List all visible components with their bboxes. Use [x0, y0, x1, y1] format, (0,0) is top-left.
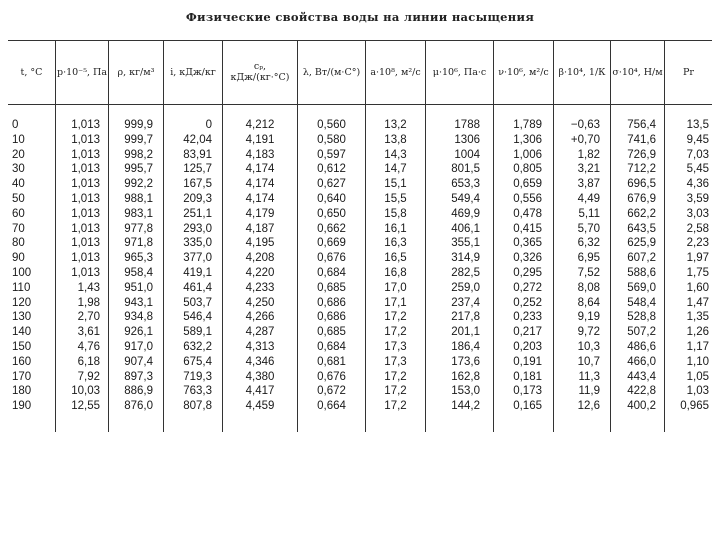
cell-lambda: 0,640 — [317, 192, 346, 205]
cell-mu: 153,0 — [451, 385, 480, 398]
header-beta: β·10⁴, 1/К — [558, 66, 606, 78]
cell-pr: 1,05 — [686, 370, 709, 383]
cell-rho: 934,8 — [124, 311, 153, 324]
cell-mu: 144,2 — [451, 400, 480, 413]
cell-t: 100 — [12, 266, 32, 279]
cell-p: 1,013 — [71, 192, 100, 205]
cell-sigma: 756,4 — [627, 119, 656, 131]
cell-p: 1,013 — [71, 237, 100, 250]
cell-lambda: 0,676 — [317, 252, 346, 265]
cell-a: 17,3 — [384, 355, 407, 368]
cell-pr: 3,03 — [686, 207, 709, 220]
cell-cp: 4,250 — [245, 296, 275, 309]
cell-p: 2,70 — [77, 311, 100, 324]
cell-rho: 983,1 — [124, 207, 153, 220]
cell-a: 14,7 — [384, 163, 407, 176]
cell-beta: 12,6 — [577, 400, 600, 413]
cell-sigma: 569,0 — [627, 281, 656, 294]
cell-cp: 4,313 — [245, 340, 275, 353]
cell-cp: 4,174 — [245, 178, 275, 191]
cell-nu: 0,556 — [513, 192, 542, 205]
cell-p: 10,03 — [71, 385, 100, 398]
cell-lambda: 0,662 — [317, 222, 346, 235]
cell-sigma: 625,9 — [627, 237, 656, 250]
header-pr: Pr — [683, 66, 694, 78]
cell-mu: 469,9 — [451, 207, 480, 220]
header-mu: μ·10⁶, Па·с — [432, 66, 487, 78]
cell-p: 1,43 — [77, 281, 100, 294]
cell-a: 16,3 — [384, 237, 407, 250]
cell-p: 1,98 — [77, 296, 100, 309]
cell-a: 14,3 — [384, 148, 407, 161]
cell-cp: 4,287 — [245, 326, 275, 339]
cell-cp: 4,220 — [245, 266, 275, 279]
cell-a: 17,3 — [384, 340, 407, 353]
cell-a: 17,2 — [384, 400, 407, 413]
cell-beta: 9,72 — [577, 326, 600, 339]
cell-a: 16,1 — [384, 222, 407, 235]
cell-t: 40 — [12, 178, 25, 191]
cell-cp: 4,346 — [245, 355, 275, 368]
cell-beta: 10,3 — [577, 340, 600, 353]
cell-a: 15,1 — [384, 178, 407, 191]
cell-nu: 0,233 — [513, 311, 542, 324]
cell-t: 160 — [12, 355, 32, 368]
cell-sigma: 643,5 — [627, 222, 656, 235]
cell-cp: 4,183 — [245, 148, 275, 161]
cell-pr: 1,60 — [686, 281, 709, 294]
cell-beta: 10,7 — [577, 355, 600, 368]
cell-p: 1,013 — [71, 163, 100, 176]
cell-t: 110 — [12, 281, 31, 294]
cell-p: 1,013 — [71, 148, 100, 161]
cell-i: 209,3 — [183, 192, 212, 205]
cell-beta: 8,64 — [577, 296, 600, 309]
cell-lambda: 0,676 — [317, 370, 346, 383]
cell-cp: 4,417 — [245, 385, 275, 398]
cell-nu: 0,173 — [513, 385, 542, 398]
cell-i: 719,3 — [183, 370, 212, 383]
cell-pr: 0,965 — [680, 400, 709, 413]
cell-cp: 4,179 — [245, 207, 275, 220]
cell-beta: 5,11 — [578, 207, 600, 220]
cell-pr: 7,03 — [686, 148, 709, 161]
cell-sigma: 588,6 — [627, 266, 656, 279]
cell-cp: 4,174 — [245, 163, 275, 176]
cell-beta: 1,82 — [577, 148, 600, 161]
cell-rho: 999,9 — [124, 119, 153, 131]
cell-mu: 217,8 — [451, 311, 480, 324]
cell-sigma: 466,0 — [627, 355, 656, 368]
cell-t: 70 — [12, 222, 25, 235]
table-top-rule — [8, 40, 712, 41]
cell-mu: 186,4 — [451, 340, 480, 353]
cell-rho: 965,3 — [124, 252, 153, 265]
cell-beta: 3,87 — [577, 178, 600, 191]
cell-cp: 4,187 — [245, 222, 275, 235]
cell-p: 1,013 — [71, 133, 100, 146]
cell-beta: −0,63 — [570, 119, 600, 131]
cell-nu: 0,181 — [513, 370, 542, 383]
cell-nu: 0,191 — [513, 355, 542, 368]
cell-pr: 1,10 — [686, 355, 709, 368]
cell-rho: 943,1 — [124, 296, 153, 309]
cell-pr: 4,36 — [686, 178, 709, 191]
cell-pr: 1,97 — [686, 252, 709, 265]
cell-i: 83,91 — [183, 148, 212, 161]
cell-t: 0 — [12, 119, 19, 131]
cell-pr: 5,45 — [686, 163, 709, 176]
cell-rho: 876,0 — [124, 400, 153, 413]
cell-i: 293,0 — [183, 222, 212, 235]
cell-mu: 1788 — [454, 119, 480, 131]
cell-lambda: 0,684 — [317, 340, 346, 353]
cell-i: 503,7 — [183, 296, 212, 309]
column-lambda — [298, 118, 365, 414]
cell-a: 13,8 — [384, 133, 407, 146]
cell-beta: +0,70 — [570, 133, 600, 146]
cell-p: 6,18 — [77, 355, 100, 368]
cell-i: 377,0 — [183, 252, 212, 265]
cell-rho: 951,0 — [124, 281, 153, 294]
cell-rho: 958,4 — [124, 266, 153, 279]
cell-sigma: 422,8 — [627, 385, 656, 398]
cell-beta: 11,9 — [578, 385, 600, 398]
cell-i: 461,4 — [183, 281, 212, 294]
cell-lambda: 0,686 — [317, 296, 346, 309]
column-t — [12, 118, 42, 414]
cell-rho: 977,8 — [124, 222, 153, 235]
page-title: Физические свойства воды на линии насыщения — [185, 10, 535, 24]
cell-pr: 1,03 — [686, 385, 709, 398]
cell-a: 15,5 — [384, 192, 407, 205]
cell-pr: 2,58 — [686, 222, 709, 235]
cell-nu: 0,326 — [513, 252, 542, 265]
header-i: i, кДж/кг — [170, 66, 216, 78]
cell-sigma: 676,9 — [627, 192, 656, 205]
cell-t: 80 — [12, 237, 25, 250]
cell-sigma: 528,8 — [627, 311, 656, 324]
cell-nu: 0,365 — [513, 237, 542, 250]
cell-cp: 4,233 — [245, 281, 275, 294]
cell-i: 589,1 — [183, 326, 212, 339]
cell-nu: 1,789 — [513, 119, 542, 131]
cell-i: 167,5 — [183, 178, 212, 191]
cell-i: 675,4 — [183, 355, 212, 368]
column-sigma — [611, 118, 656, 414]
cell-sigma: 507,2 — [627, 326, 656, 339]
cell-sigma: 696,5 — [627, 178, 656, 191]
cell-i: 632,2 — [183, 340, 212, 353]
cell-cp: 4,208 — [245, 252, 275, 265]
cell-sigma: 607,2 — [627, 252, 656, 265]
cell-t: 130 — [12, 311, 32, 324]
cell-mu: 1306 — [454, 133, 480, 146]
cell-rho: 886,9 — [124, 385, 153, 398]
cell-t: 90 — [12, 252, 25, 265]
cell-a: 17,2 — [384, 326, 407, 339]
column-cp — [223, 118, 297, 414]
cell-nu: 0,252 — [513, 296, 542, 309]
cell-rho: 998,2 — [124, 148, 153, 161]
cell-mu: 314,9 — [451, 252, 480, 265]
cell-lambda: 0,686 — [317, 311, 346, 324]
cell-sigma: 741,6 — [627, 133, 656, 146]
header-bottom-rule — [8, 104, 712, 105]
cell-i: 125,7 — [183, 163, 212, 176]
cell-t: 140 — [12, 326, 32, 339]
cell-lambda: 0,672 — [317, 385, 346, 398]
cell-pr: 1,47 — [686, 296, 709, 309]
cell-nu: 0,217 — [513, 326, 542, 339]
cell-cp: 4,266 — [245, 311, 275, 324]
cell-mu: 259,0 — [451, 281, 480, 294]
cell-p: 4,76 — [77, 340, 100, 353]
cell-mu: 237,4 — [451, 296, 480, 309]
cell-p: 1,013 — [71, 266, 100, 279]
cell-pr: 1,26 — [686, 326, 709, 339]
header-nu: ν·10⁶, м²/с — [498, 66, 549, 78]
cell-rho: 917,0 — [124, 340, 153, 353]
cell-beta: 6,32 — [577, 237, 600, 250]
cell-nu: 0,272 — [513, 281, 542, 294]
cell-mu: 201,1 — [451, 326, 480, 339]
header-rho: ρ, кг/м³ — [117, 66, 155, 78]
cell-cp: 4,174 — [245, 192, 275, 205]
cell-nu: 0,165 — [513, 400, 542, 413]
cell-t: 190 — [12, 400, 32, 413]
cell-rho: 988,1 — [124, 192, 153, 205]
cell-a: 16,5 — [384, 252, 407, 265]
cell-rho: 897,3 — [124, 370, 153, 383]
column-p — [56, 118, 100, 414]
cell-cp: 4,459 — [245, 400, 275, 413]
header-t: t, °C — [20, 66, 43, 78]
cell-rho: 907,4 — [124, 355, 153, 368]
cell-beta: 4,49 — [577, 192, 600, 205]
cell-a: 17,0 — [384, 281, 407, 294]
cell-lambda: 0,650 — [317, 207, 346, 220]
cell-p: 1,013 — [71, 252, 100, 265]
cell-i: 763,3 — [183, 385, 212, 398]
cell-rho: 995,7 — [124, 163, 153, 176]
cell-mu: 282,5 — [451, 266, 480, 279]
cell-pr: 1,35 — [686, 311, 709, 324]
cell-t: 180 — [12, 385, 32, 398]
cell-cp: 4,195 — [245, 237, 275, 250]
cell-nu: 1,006 — [513, 148, 542, 161]
cell-mu: 1004 — [454, 148, 480, 161]
cell-lambda: 0,612 — [317, 163, 346, 176]
cell-pr: 13,5 — [686, 119, 709, 131]
column-beta — [554, 118, 600, 414]
cell-beta: 7,52 — [577, 266, 600, 279]
cell-mu: 162,8 — [451, 370, 480, 383]
column-i — [164, 118, 212, 414]
cell-a: 13,2 — [384, 119, 407, 131]
cell-p: 1,013 — [71, 178, 100, 191]
cell-t: 170 — [12, 370, 32, 383]
cell-i: 419,1 — [183, 266, 212, 279]
cell-i: 251,1 — [183, 207, 212, 220]
cell-mu: 173,6 — [451, 355, 480, 368]
cell-t: 20 — [12, 148, 25, 161]
cell-sigma: 726,9 — [627, 148, 656, 161]
cell-cp: 4,212 — [245, 119, 275, 131]
cell-rho: 926,1 — [124, 326, 153, 339]
cell-nu: 0,805 — [513, 163, 542, 176]
cell-a: 16,8 — [384, 266, 407, 279]
header-cp: cₚ, кДж/(кг·°C) — [230, 61, 290, 83]
cell-nu: 0,295 — [513, 266, 542, 279]
cell-cp: 4,191 — [245, 133, 275, 146]
cell-t: 120 — [12, 296, 32, 309]
cell-beta: 8,08 — [577, 281, 600, 294]
column-mu — [426, 118, 480, 414]
cell-lambda: 0,597 — [317, 148, 346, 161]
cell-p: 12,55 — [71, 400, 100, 413]
column-rho — [109, 118, 153, 414]
cell-mu: 801,5 — [451, 163, 480, 176]
cell-sigma: 443,4 — [627, 370, 656, 383]
cell-sigma: 712,2 — [627, 163, 656, 176]
cell-a: 15,8 — [384, 207, 407, 220]
column-a — [366, 118, 425, 414]
cell-beta: 3,21 — [577, 163, 600, 176]
cell-sigma: 400,2 — [627, 400, 656, 413]
cell-lambda: 0,560 — [317, 119, 346, 131]
cell-t: 30 — [12, 163, 25, 176]
cell-mu: 355,1 — [451, 237, 480, 250]
cell-nu: 0,659 — [513, 178, 542, 191]
cell-mu: 653,3 — [451, 178, 480, 191]
column-nu — [494, 118, 542, 414]
cell-pr: 1,17 — [686, 340, 709, 353]
cell-t: 10 — [12, 133, 25, 146]
cell-p: 3,61 — [77, 326, 100, 339]
cell-i: 42,04 — [183, 133, 212, 146]
cell-beta: 9,19 — [577, 311, 600, 324]
cell-i: 0 — [205, 119, 212, 131]
column-pr — [665, 118, 709, 414]
cell-a: 17,1 — [384, 296, 407, 309]
cell-lambda: 0,681 — [317, 355, 346, 368]
cell-lambda: 0,627 — [317, 178, 346, 191]
cell-sigma: 548,4 — [627, 296, 656, 309]
cell-pr: 1,75 — [686, 266, 709, 279]
cell-a: 17,2 — [384, 370, 407, 383]
cell-pr: 9,45 — [686, 133, 709, 146]
cell-p: 1,013 — [71, 119, 100, 131]
cell-a: 17,2 — [384, 311, 407, 324]
cell-sigma: 662,2 — [627, 207, 656, 220]
cell-i: 546,4 — [183, 311, 212, 324]
cell-pr: 2,23 — [686, 237, 709, 250]
cell-mu: 406,1 — [451, 222, 480, 235]
cell-t: 60 — [12, 207, 25, 220]
cell-lambda: 0,685 — [317, 326, 346, 339]
cell-a: 17,2 — [384, 385, 407, 398]
cell-t: 150 — [12, 340, 32, 353]
cell-rho: 999,7 — [124, 133, 153, 146]
header-p: p·10⁻⁵, Па — [56, 66, 107, 78]
cell-lambda: 0,685 — [317, 281, 346, 294]
cell-p: 7,92 — [77, 370, 100, 383]
cell-mu: 549,4 — [451, 192, 480, 205]
cell-rho: 971,8 — [124, 237, 153, 250]
cell-i: 335,0 — [183, 237, 212, 250]
header-lambda: λ, Вт/(м·C°) — [302, 66, 361, 78]
cell-t: 50 — [12, 192, 25, 205]
cell-i: 807,8 — [183, 400, 212, 413]
cell-nu: 0,203 — [513, 340, 542, 353]
header-sigma: σ·10⁴, Н/м — [612, 66, 663, 78]
cell-lambda: 0,684 — [317, 266, 346, 279]
cell-lambda: 0,664 — [317, 400, 346, 413]
cell-cp: 4,380 — [245, 370, 275, 383]
cell-rho: 992,2 — [124, 178, 153, 191]
cell-nu: 0,478 — [513, 207, 542, 220]
cell-nu: 0,415 — [513, 222, 542, 235]
cell-pr: 3,59 — [686, 192, 709, 205]
cell-p: 1,013 — [71, 222, 100, 235]
header-a: a·10⁸, м²/с — [370, 66, 421, 78]
cell-beta: 6,95 — [577, 252, 600, 265]
cell-lambda: 0,669 — [317, 237, 346, 250]
cell-beta: 11,3 — [578, 370, 600, 383]
cell-nu: 1,306 — [513, 133, 542, 146]
cell-lambda: 0,580 — [317, 133, 346, 146]
cell-sigma: 486,6 — [627, 340, 656, 353]
cell-beta: 5,70 — [577, 222, 600, 235]
cell-p: 1,013 — [71, 207, 100, 220]
